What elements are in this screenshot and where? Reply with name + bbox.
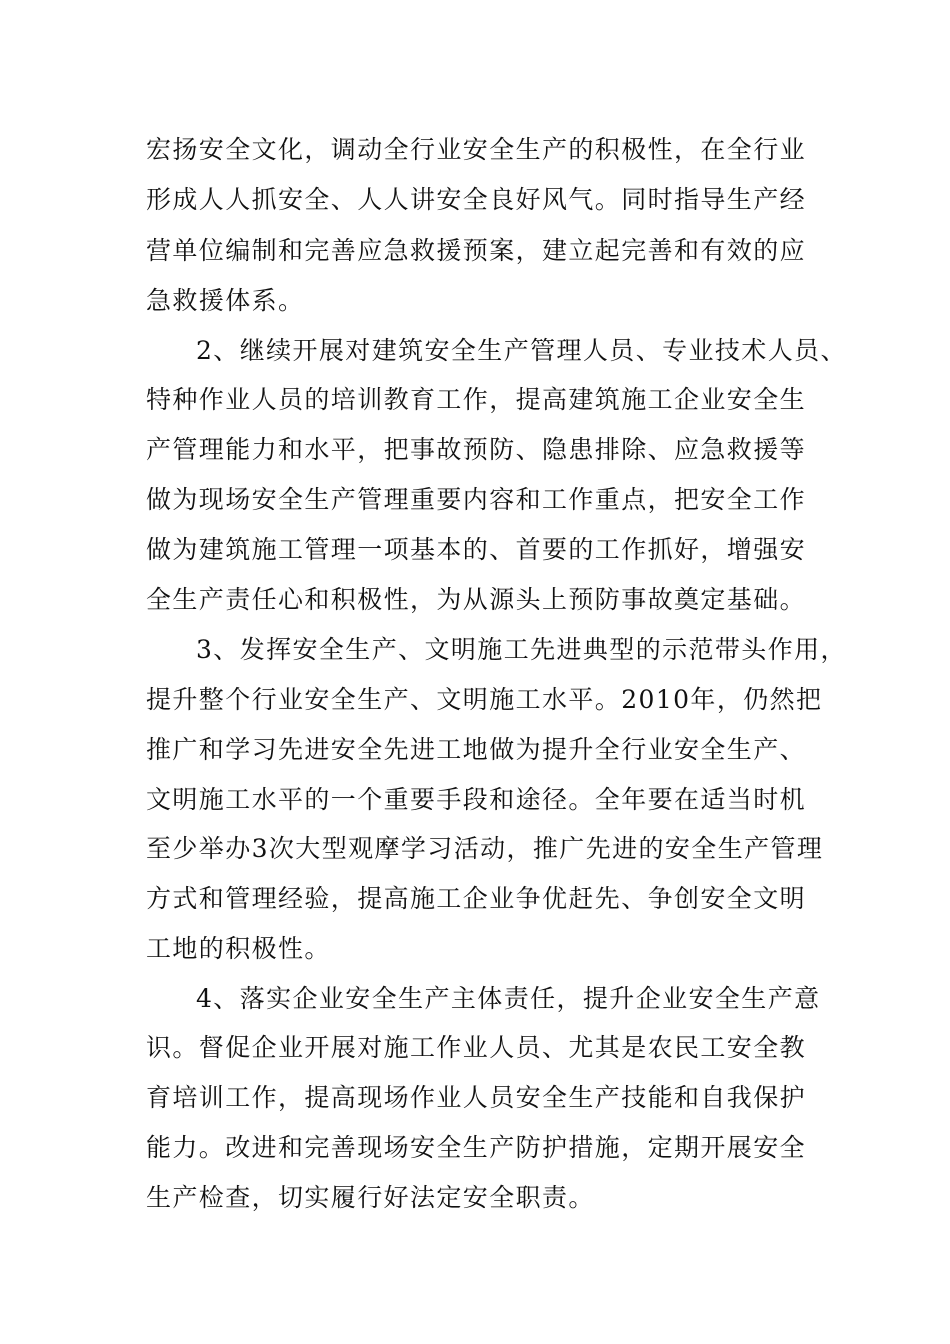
text-line: 特种作业人员的培训教育工作，提高建筑施工企业安全生: [146, 385, 807, 414]
text-line: 形成人人抓安全、人人讲安全良好风气。同时指导生产经: [146, 185, 807, 214]
text-line: 做为建筑施工管理一项基本的、首要的工作抓好，增强安: [146, 535, 807, 564]
text-line: 生产检查，切实履行好法定安全职责。: [146, 1183, 595, 1212]
text-line: 识。督促企业开展对施工作业人员、尤其是农民工安全教: [146, 1033, 807, 1062]
text-line: 育培训工作，提高现场作业人员安全生产技能和自我保护: [146, 1083, 807, 1112]
text-line: 产管理能力和水平，把事故预防、隐患排除、应急救援等: [146, 435, 807, 464]
text-line: 营单位编制和完善应急救援预案，建立起完善和有效的应: [146, 236, 807, 265]
text-line: 能力。改进和完善现场安全生产防护措施，定期开展安全: [146, 1133, 807, 1162]
text-line: 宏扬安全文化，调动全行业安全生产的积极性，在全行业: [146, 135, 807, 164]
text-line: 提升整个行业安全生产、文明施工水平。2010年，仍然把: [146, 685, 823, 714]
text-line: 工地的积极性。: [146, 934, 331, 963]
text-line: 做为现场安全生产管理重要内容和工作重点，把安全工作: [146, 485, 807, 514]
text-line: 推广和学习先进安全先进工地做为提升全行业安全生产、: [146, 735, 807, 764]
paragraph-4-first-line: 4、落实企业安全生产主体责任，提升企业安全生产意: [196, 984, 821, 1013]
paragraph-3-first-line: 3、发挥安全生产、文明施工先进典型的示范带头作用，: [196, 635, 847, 664]
text-line: 至少举办3次大型观摩学习活动，推广先进的安全生产管理: [146, 834, 824, 863]
text-line: 文明施工水平的一个重要手段和途径。全年要在适当时机: [146, 785, 807, 814]
text-line: 全生产责任心和积极性，为从源头上预防事故奠定基础。: [146, 585, 807, 614]
text-line: 急救援体系。: [146, 286, 305, 315]
text-line: 方式和管理经验，提高施工企业争优赶先、争创安全文明: [146, 884, 807, 913]
paragraph-2-first-line: 2、继续开展对建筑安全生产管理人员、专业技术人员、: [196, 336, 847, 365]
